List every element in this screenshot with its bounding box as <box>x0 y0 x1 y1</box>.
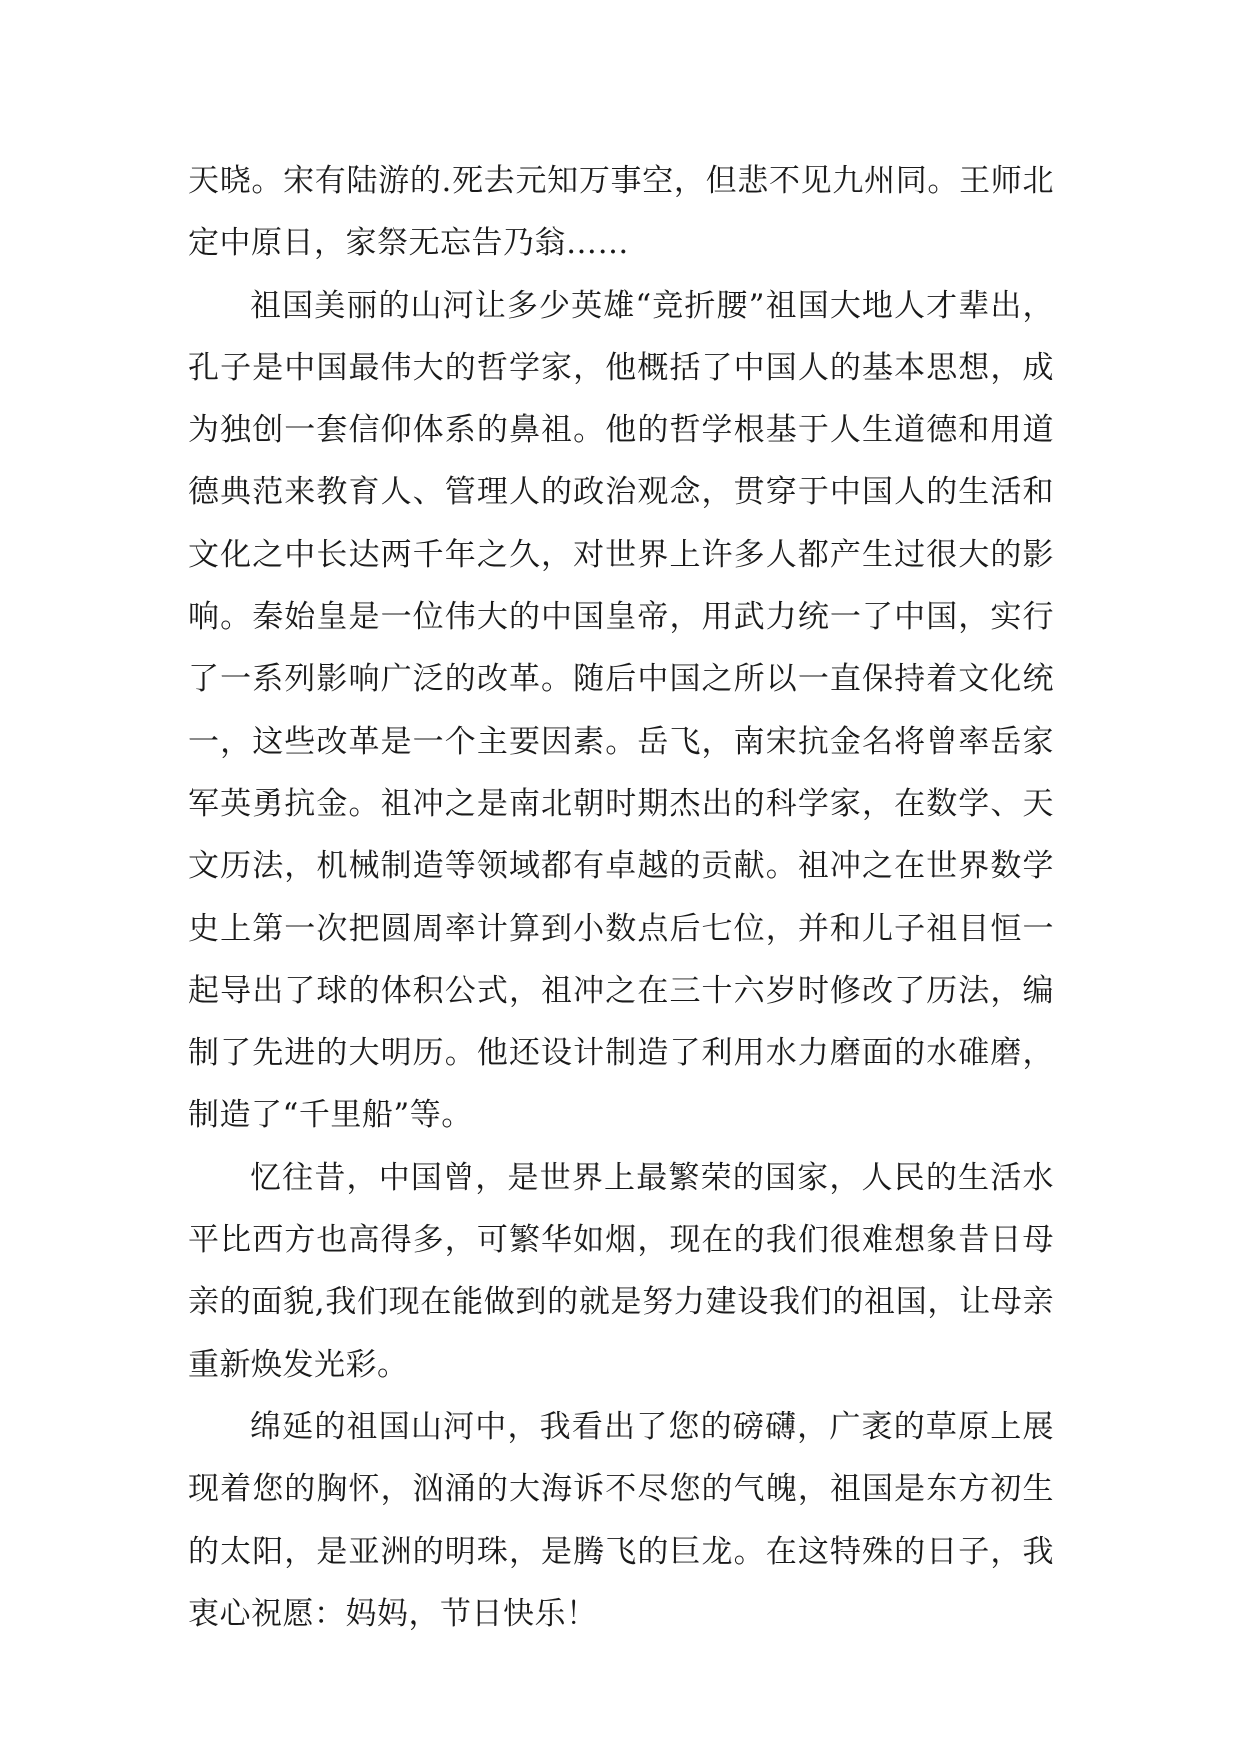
paragraph-4: 绵延的祖国山河中，我看出了您的磅礴，广袤的草原上展现着您的胸怀，汹涌的大海诉不尽您的气魄，祖国是东方初生的太阳，是亚洲的明珠，是腾飞的巨龙。在这特殊的日子，我衷心祝愿：妈妈，节日快乐！ <box>188 1408 1054 1632</box>
paragraph-1: 天晓。宋有陆游的.死去元知万事空，但悲不见九州同。王师北定中原日，家祭无忘告乃翁…… <box>188 163 1054 262</box>
paragraph-3: 忆往昔，中国曾，是世界上最繁荣的国家，人民的生活水平比西方也高得多，可繁华如烟，现在的我们很难想象昔日母亲的面貌,我们现在能做到的就是努力建设我们的祖国，让母亲重新焕发光彩。 <box>188 1159 1054 1383</box>
document-page <box>188 150 1054 1645</box>
paragraph-2: 祖国美丽的山河让多少英雄“竞折腰”祖国大地人才辈出，孔子是中国最伟大的哲学家，他概括了中国人的基本思想，成为独创一套信仰体系的鼻祖。他的哲学根基于人生道德和用道德典范来教育人、管理人的政治观念，贯穿于中国人的生活和文化之中长达两千年之久，对世界上许多人都产生过很大的影响。秦始皇是一位伟大的中国皇帝，用武力统一了中国，实行了一系列影响广泛的改革。随后中国之所以一直保持着文化统一，这些改革是一个主要因素。岳飞，南宋抗金名将曾率岳家军英勇抗金。祖冲之是南北朝时期杰出的科学家，在数学、天文历法，机械制造等领域都有卓越的贡献。祖冲之在世界数学史上第一次把圆周率计算到小数点后七位，并和儿子祖目恒一起导出了球的体积公式，祖冲之在三十六岁时修改了历法，编制了先进的大明历。他还设计制造了利用水力磨面的水碓磨，制造了“千里船”等。 <box>188 287 1054 1134</box>
